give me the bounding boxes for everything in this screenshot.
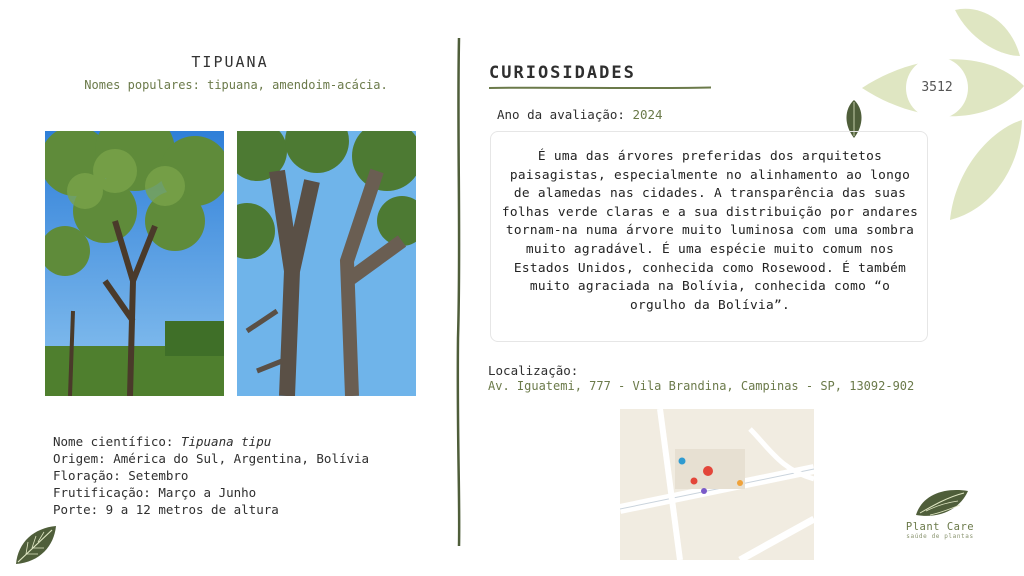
tree-facts [53, 433, 369, 518]
map-pin-icon [703, 466, 713, 476]
scientific-name-row [53, 433, 369, 450]
year-value: 2024 [632, 107, 663, 122]
year-label: Ano da avaliação: [497, 107, 625, 122]
tree-name-title: TIPUANA [191, 53, 269, 71]
scientific-name-label: Nome científico: [53, 434, 174, 449]
popular-names: Nomes populares: tipuana, amendoim-acácia. [84, 78, 388, 92]
scientific-name-value: Tipuana tipu [180, 434, 272, 449]
location-map[interactable] [620, 409, 814, 560]
divider-line [455, 38, 463, 546]
location-label: Localização: [488, 363, 579, 378]
brand-tagline: saúde de plantas [906, 533, 974, 540]
curiosities-text: É uma das árvores preferidas dos arquitetos paisagistas, especialmente no alinhamento ao longo de alamedas nas cidades. A transparência das suas folhas verde claras e a sua distribuição por andares tornam-na numa árvore muito luminosa com uma sombra muito agradável. É uma espécie muito comum nos Estados Unidos, conhecida como Rosewood. É também muito agraciada na Bolívia, conhecida como “o orgulho da Bolívia”. [501, 149, 919, 313]
decorative-leaves-icon [860, 0, 1024, 222]
curiosities-title: CURIOSIDADES [489, 63, 636, 83]
flowering: Floração: Setembro [53, 468, 189, 483]
tree-id-badge: 3512 [921, 80, 953, 95]
tree-photo-2 [237, 131, 416, 396]
plant-care-logo-icon [914, 487, 970, 519]
title-underline [489, 86, 711, 90]
tree-photo-1 [45, 131, 224, 396]
fruiting: Frutificação: Março a Junho [53, 485, 257, 500]
brand-name: Plant Care [905, 521, 975, 533]
origin: Origem: América do Sul, Argentina, Bolívia [53, 451, 370, 466]
evaluation-year [497, 107, 663, 122]
size: Porte: 9 a 12 metros de altura [53, 502, 279, 517]
location-address[interactable]: Av. Iguatemi, 777 - Vila Brandina, Campinas - SP, 13092-902 [488, 379, 915, 393]
leaf-icon [12, 524, 60, 568]
